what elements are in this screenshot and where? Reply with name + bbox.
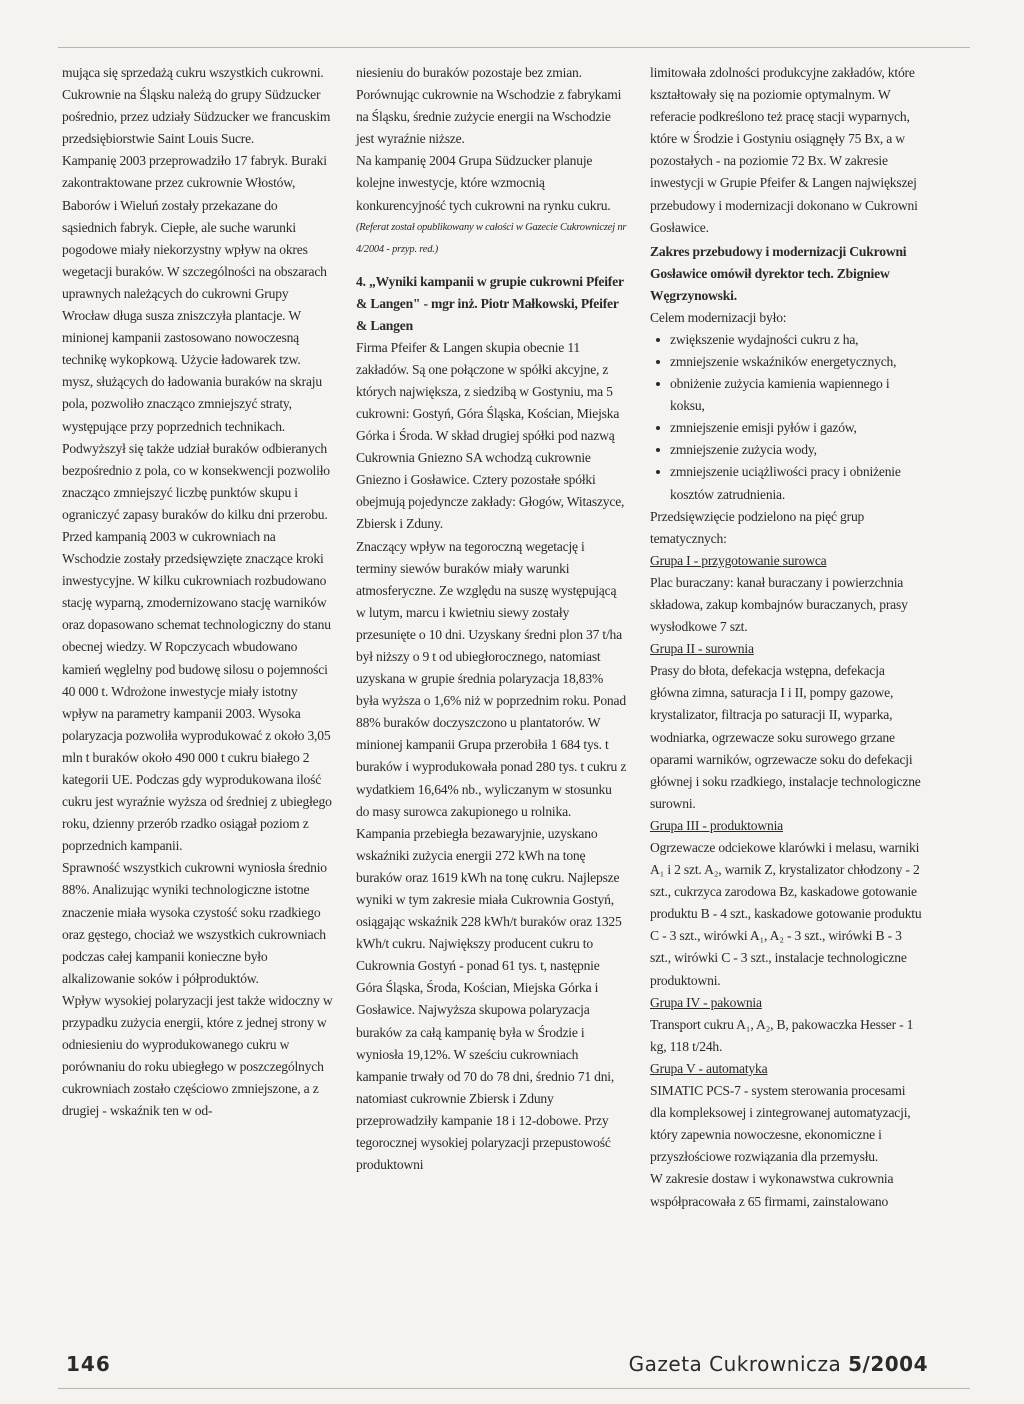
section-heading: 4. „Wyniki kampanii w grupie cukrowni Pfeifer & Langen" - mgr inż. Piotr Małkowski, Pfeifer & Langen	[356, 273, 624, 333]
list-item: zmniejszenie uciążliwości pracy i obniżenie kosztów zatrudnienia.	[670, 461, 922, 505]
paragraph: Kampania przebiegła bezawaryjnie, uzyskano wskaźniki zużycia energii 272 kWh na tonę buraków oraz 1619 kWh na tonę cukru. Najlepsze wyniki w tym zakresie miała Cukrownia Gostyń, osiągając wskaźnik 228 kWh/t buraków oraz 1325 kWh/t cukru. Największy producent cukru to Cukrownia Gostyń - ponad 61 tys. t, następnie Góra Śląska, Środa, Kościan, Miejska Górka i Gosławice. Najwyższa skupowa polaryzacja buraków za całą kampanię była w Środzie i wyniosła 19,12%. W sześciu cukrowniach kampanie trwały od 70 do 78 dni, średnio 71 dni, natomiast cukrownie Zbiersk i Zduny przeprowadziły kampanie 18 i 12-dobowe. Przy tegorocznej wysokiej polaryzacji przepustowość produktowni	[356, 825, 622, 1173]
bottom-rule	[58, 1388, 970, 1389]
paragraph: niesieniu do buraków pozostaje bez zmian. Porównując cukrownie na Wschodzie z fabrykami na Śląsku, średnie zużycie energii na Wschodzie jest wyraźnie niższe.	[356, 65, 622, 147]
paragraph: Plac buraczany: kanał buraczany i powierzchnia składowa, zakup kombajnów buraczanych, prasy wysłodkowe 7 szt.	[650, 574, 908, 635]
paragraph: Znaczący wpływ na tegoroczną wegetację i terminy siewów buraków miały warunki atmosferyczne. Ze względu na suszę występującą w lutym, marcu i kwietniu siewy zostały przesunięte o 10 dni. Uzyskany średni plon 37 t/ha był niższy o 9 t od ubiegłorocznego, natomiast uzyskana w grupie średnia polaryzacja 18,83% była wyższa o 1,6% niż w poprzednim roku. Ponad 88% buraków doczyszczono u plantatorów. W minionej kampanii Grupa przerobiła 1 684 tys. t buraków i wyprodukowała ponad 280 tys. t cukru z wydatkiem 16,64% nb., wyliczanym w stosunku do masy surowca zakupionego u rolnika.	[356, 538, 627, 819]
column-3	[650, 62, 922, 1213]
paragraph: mująca się sprzedażą cukru wszystkich cukrowni. Cukrownie na Śląsku należą do grupy Südzucker pośrednio, przez udziały Südzucker we francuskim przedsiębiorstwie Saint Louis Sucre.	[62, 65, 331, 147]
paragraph: SIMATIC PCS-7 - system sterowania procesami dla kompleksowej i zintegrowanej automatyzacji, który zapewnia nowoczesne, ekonomiczne i przyszłościowe rozwiązania dla przemysłu.	[650, 1083, 911, 1165]
paragraph: Przedsięwzięcie podzielono na pięć grup tematycznych:	[650, 508, 865, 546]
paragraph: Transport cukru A₁, A₂, B, pakowaczka Hesser - 1 kg, 118 t/24h.	[650, 1016, 914, 1054]
group-heading: Grupa IV - pakownia	[650, 994, 762, 1010]
paragraph: Wpływ wysokiej polaryzacji jest także widoczny w przypadku zużycia energii, które z jednej strony w odniesieniu do wyprodukowanego cukru w porównaniu do roku ubiegłego w poszczególnych cukrowniach zostało częściowo zmniejszone, a z drugiej - wskaźnik ten w od-	[62, 992, 333, 1119]
paragraph: Na kampanię 2004 Grupa Südzucker planuje kolejne inwestycje, które wzmocnią konkurencyjność tych cukrowni na rynku cukru.	[356, 153, 611, 213]
goals-list	[650, 329, 922, 506]
paragraph: limitowała zdolności produkcyjne zakładów, które kształtowały się na poziomie optymalnym. W referacie podkreślono też pracę stacji wyparnych, które w Środzie i Gostyniu osiągnęły 75 Bx, a w pozostałych - na poziomie 72 Bx. W zakresie inwestycji w Grupie Pfeifer & Langen największej przebudowy i modernizacji dokonano w Cukrowni Gosławice.	[650, 65, 918, 235]
column-1	[62, 62, 334, 1123]
paragraph: Prasy do błota, defekacja wstępna, defekacja główna zimna, saturacja I i II, pompy gazowe, krystalizator, filtracja po saturacji II, wyparka, wodniarka, ogrzewacze soku surowego grzane oparami warników, ogrzewacze soku do defekacji głównej i soku rzadkiego, instalacje technologiczne surowni.	[650, 663, 921, 811]
list-item: zwiększenie wydajności cukru z ha,	[670, 329, 922, 351]
subsection-heading: Zakres przebudowy i modernizacji Cukrowni Gosławice omówił dyrektor tech. Zbigniew Węgrzynowski.	[650, 243, 907, 303]
column-2	[356, 62, 628, 1176]
journal-name: Gazeta Cukrownicza	[628, 1352, 849, 1376]
list-item: zmniejszenie zużycia wody,	[670, 439, 922, 461]
paragraph: Ogrzewacze odciekowe klarówki i melasu, warniki A₁ i 2 szt. A₂, warnik Z, krystalizator chłodzony - 2 szt., cukrzyca zarodowa Bz, kaskadowe gotowanie produktu B - 4 szt., kaskadowe gotowanie produktu C - 3 szt., wirówki A₁, A₂ - 3 szt., wirówki B - 3 szt., wirówki C - 3 szt., instalacje technologiczne produktowni.	[650, 840, 922, 988]
journal-issue: 5/2004	[848, 1352, 928, 1376]
group-heading: Grupa I - przygotowanie surowca	[650, 552, 827, 568]
group-heading: Grupa V - automatyka	[650, 1060, 768, 1076]
editor-note: (Referat został opublikowany w całości w Gazecie Cukrowniczej nr 4/2004 - przyp. red.)	[356, 221, 627, 255]
journal-title	[629, 1352, 928, 1376]
top-rule	[58, 47, 970, 48]
list-item: zmniejszenie emisji pyłów i gazów,	[670, 417, 922, 439]
page-number: 146	[66, 1352, 111, 1376]
list-item: zmniejszenie wskaźników energetycznych,	[670, 351, 922, 373]
paragraph: W zakresie dostaw i wykonawstwa cukrownia współpracowała z 65 firmami, zainstalowano	[650, 1171, 894, 1209]
group-heading: Grupa II - surownia	[650, 641, 754, 657]
paragraph: Firma Pfeifer & Langen skupia obecnie 11 zakładów. Są one połączone w spółki akcyjne, z których największa, z siedzibą w Gostyniu, ma 5 cukrowni: Gostyń, Góra Śląska, Kościan, Miejska Górka i Środa. W skład drugiej spółki pod nazwą Cukrownia Gniezno SA wchodzą cukrownie Gniezno i Gosławice. Cztery pozostałe spółki obejmują pojedyncze zakłady: Głogów, Witaszyce, Zbiersk i Zduny.	[356, 339, 625, 532]
group-heading: Grupa III - produktownia	[650, 817, 783, 833]
list-item: obniżenie zużycia kamienia wapiennego i koksu,	[670, 373, 922, 417]
paragraph: Przed kampanią 2003 w cukrowniach na Wschodzie zostały przedsięwzięte znaczące kroki inwestycyjne. W kilku cukrowniach rozbudowano stację wyparną, zmodernizowano stację warników oraz dopasowano schemat technologiczny do stanu obecnej wiedzy. W Ropczycach wbudowano kamień węglelny pod budowę silosu o pojemności 40 000 t. Wdrożone inwestycje miały istotny wpływ na parametry kampanii 2003. Wysoka polaryzacja pozwoliła wyprodukować z około 3,05 mln t buraków około 490 000 t cukru białego 2 kategorii UE. Podczas gdy wyprodukowana ilość cukru jest wyraźnie wyższa od średniej z ubiegłego roku, dzienny przerób rzadko osiągał poziom z poprzednich kampanii.	[62, 528, 332, 854]
list-intro: Celem modernizacji było:	[650, 309, 787, 325]
paragraph: Sprawność wszystkich cukrowni wyniosła średnio 88%. Analizując wyniki technologiczne istotne znaczenie miała wysoka czystość soku rzadkiego oraz gęstego, chociaż we wszystkich cukrowniach podczas całej kampanii konieczne było alkalizowanie soków i półproduktów.	[62, 860, 327, 986]
paragraph: Kampanię 2003 przeprowadziło 17 fabryk. Buraki zakontraktowane przez cukrownie Włostów, Baborów i Wieluń zostały przekazane do sąsiednich fabryk. Ciepłe, ale suche warunki pogodowe miały niekorzystny wpływ na okres wegetacji buraków. W szczególności na obszarach uprawnych należących do cukrowni Grupy Wrocław długa susza zniszczyła plantacje. W minionej kampanii zastosowano nowoczesną technikę wykopkową. Użycie ładowarek tzw. mysz, służących do ładowania buraków na skraju pola, pozwoliło znacząco zmniejszyć straty, występujące przy poprzednich technikach. Podwyższył się także udział buraków odbieranych bezpośrednio z pola, co w konsekwencji pozwoliło znacząco zmniejszyć liczbę punktów skupu i ograniczyć zapasy buraków do kilku dni przerobu.	[62, 153, 330, 522]
